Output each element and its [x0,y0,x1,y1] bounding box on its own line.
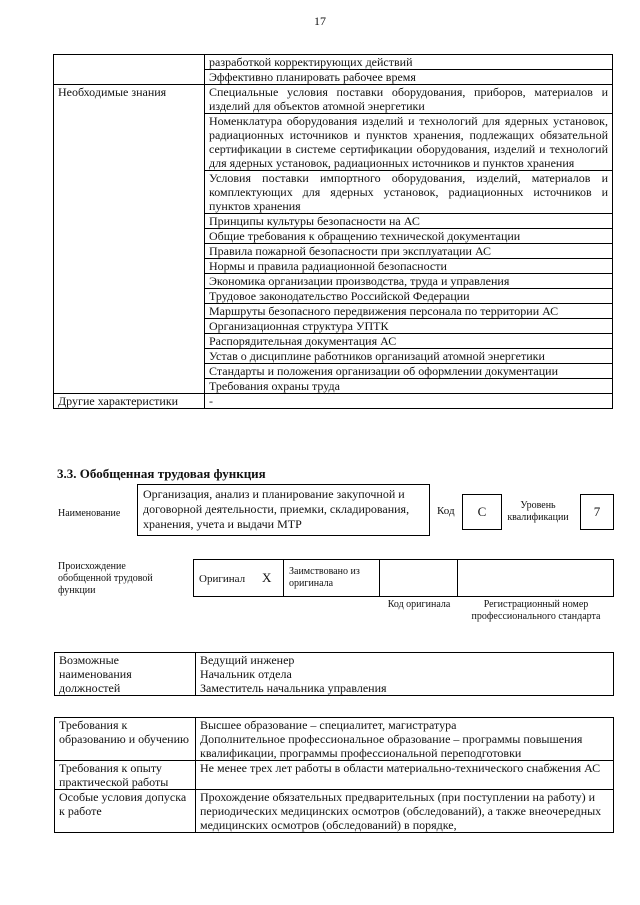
table-row [54,85,613,114]
requirements-table [54,717,614,833]
table-cell-label: Возможные наименования должностей [55,653,196,696]
table-row [55,718,614,761]
code-value-box: C [462,494,502,530]
table-cell-label: Требования к опыту практической работы [55,761,196,790]
table-cell-text [196,653,614,696]
table-cell-text: Условия поставки импортного оборудования, изделий, материалов и комплектующих для ядерных установок, радиационных источников и пунктов хранения [205,171,613,214]
table-cell-text: Принципы культуры безопасности на АС [205,214,613,229]
function-name-box: Организация, анализ и планирование закупочной и договорной деятельности, приемки, складирования, хранения, учета и выдачи МТР [137,484,430,536]
table-cell-text: разработкой корректирующих действий [205,55,613,70]
table-cell-label: Необходимые знания [54,85,205,394]
level-label: Уровень квалификации [507,500,569,523]
code-original-label: Код оригинала [387,599,451,610]
table-cell-text [196,790,614,833]
original-label: Оригинал [199,573,246,585]
origin-frame [193,559,614,597]
origin-divider [283,559,284,597]
table-cell-text: Стандарты и положения организации об оформлении документации [205,364,613,379]
table-row [55,653,614,696]
origin-divider [379,559,380,597]
code-label: Код [437,505,455,517]
table-row [54,55,613,70]
table-cell-text: Экономика организации производства, труда и управления [205,274,613,289]
table-cell-text: Специальные условия поставки оборудования, приборов, материалов и изделий для объектов атомной энергетики [205,85,613,114]
table-cell-label: Другие характеристики [54,394,205,409]
table-row [55,790,614,833]
requirement-line: Прохождение обязательных предварительных (при поступлении на работу) и периодических медицинских осмотров (обследований), а также внеочередных медицинских осмотров (обследований) в порядке, [200,790,602,832]
name-label: Наименование [58,508,121,519]
table-cell-text: Трудовое законодательство Российской Федерации [205,289,613,304]
table-cell-text: Организационная структура УПТК [205,319,613,334]
page-number: 17 [314,14,326,28]
position-item: Заместитель начальника управления [200,681,387,695]
level-value-box: 7 [580,494,614,530]
table-cell-label: Особые условия допуска к работе [55,790,196,833]
position-item: Ведущий инженер [200,653,295,667]
borrowed-label: Заимствовано из оригинала [289,566,360,589]
table-cell-text: Эффективно планировать рабочее время [205,70,613,85]
positions-table [54,652,614,696]
knowledge-table [53,54,613,409]
table-cell-label [54,55,205,85]
position-item: Начальник отдела [200,667,292,681]
table-cell-text: - [205,394,613,409]
origin-label: Происхождение обобщенной трудовой функции [58,561,153,596]
section-title: 3.3. Обобщенная трудовая функция [57,466,266,481]
reg-number-label: Регистрационный номер профессионального стандарта [471,599,601,622]
table-cell-text: Нормы и правила радиационной безопасности [205,259,613,274]
table-cell-text: Распорядительная документация АС [205,334,613,349]
table-cell-text: Устав о дисциплине работников организаций атомной энергетики [205,349,613,364]
table-cell-text [196,761,614,790]
table-cell-text [196,718,614,761]
table-cell-label: Требования к образованию и обучению [55,718,196,761]
requirement-line: Не менее трех лет работы в области материально-технического снабжения АС [200,761,601,775]
requirement-line: Высшее образование – специалитет, магистратура [200,718,457,732]
table-cell-text: Номенклатура оборудования изделий и технологий для ядерных установок, радиационных источников и пунктов хранения, подлежащих обязательной сертификации в системе сертификации оборудования, изделий и технологий для ядерных установок, радиационных источников и пунктов хранения [205,114,613,171]
origin-divider [457,559,458,597]
table-cell-text: Общие требования к обращению технической документации [205,229,613,244]
table-cell-text: Маршруты безопасного передвижения персонала по территории АС [205,304,613,319]
table-row [55,761,614,790]
table-row [54,394,613,409]
requirement-line: Дополнительное профессиональное образование – программы повышения квалификации, программы профессиональной переподготовки [200,732,583,760]
original-mark: X [262,570,272,585]
table-cell-text: Правила пожарной безопасности при эксплуатации АС [205,244,613,259]
table-cell-text: Требования охраны труда [205,379,613,394]
